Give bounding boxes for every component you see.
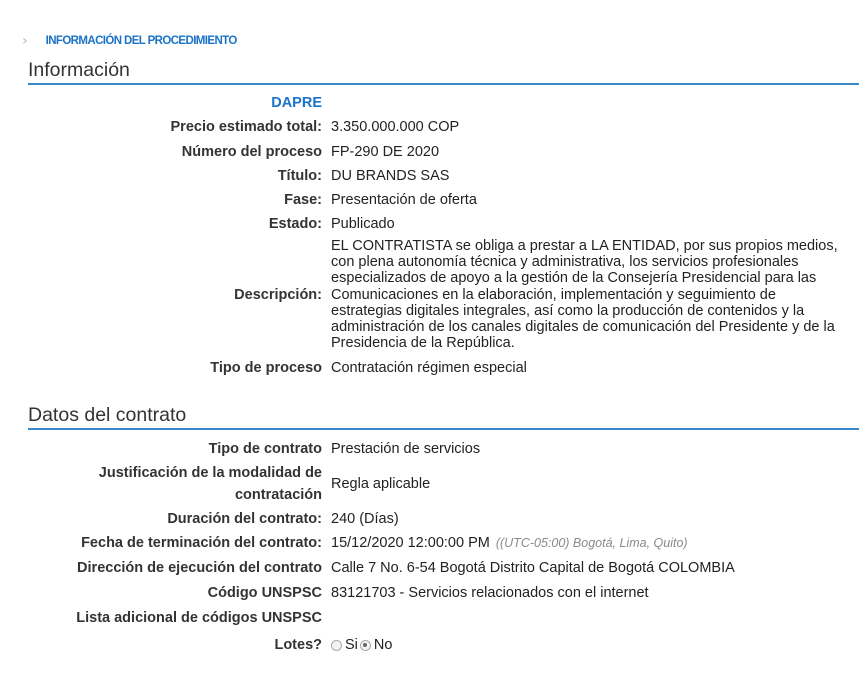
field-value: DU BRANDS SAS — [331, 168, 450, 184]
field-fecha-terminacion — [0, 535, 859, 551]
justificacion-label-text: Justificación de la modalidad de contratación — [98, 465, 322, 503]
field-value: Regla aplicable — [331, 476, 431, 492]
field-label: Precio estimado total: — [170, 119, 322, 135]
field-label: Dirección de ejecución del contrato — [77, 560, 322, 576]
field-value: Presentación de oferta — [331, 192, 477, 208]
section-title-informacion: Información — [28, 59, 130, 81]
field-unspsc — [0, 585, 859, 601]
section-divider — [28, 83, 859, 85]
entity-name: DAPRE — [271, 95, 322, 111]
field-value: EL CONTRATISTA se obliga a prestar a LA ENTIDAD, por sus propios medios, con plena autonomía técnica y administrativa, los servicios profesionales especializados de apoyo a la gestión de la Consejería Presidencial para las Comunicaciones en la elaboración, implementación y seguimiento de estrategias digitales integrales, así como la producción de contenidos y la administración de los canales digitales de comunicación del Presidente y de la Presidencia de la República. — [331, 238, 838, 352]
field-value: Contratación régimen especial — [331, 360, 527, 376]
field-estado — [0, 216, 859, 232]
lotes-no-label[interactable]: No — [373, 637, 393, 653]
field-duracion — [0, 511, 859, 527]
lotes-si-label[interactable]: Si — [345, 637, 358, 653]
field-label: Tipo de contrato — [208, 441, 322, 457]
field-titulo — [0, 168, 859, 184]
lotes-si-radio[interactable] — [331, 640, 342, 651]
breadcrumb — [22, 35, 237, 47]
lotes-no-radio[interactable] — [360, 640, 371, 651]
field-descripcion — [0, 238, 859, 351]
field-fase — [0, 192, 859, 208]
section-title-datos-contrato: Datos del contrato — [28, 404, 187, 426]
field-value: Calle 7 No. 6-54 Bogotá Distrito Capital de Bogotá COLOMBIA — [331, 560, 735, 576]
field-label: Tipo de proceso — [210, 360, 322, 376]
field-value: 240 (Días) — [331, 511, 399, 527]
field-label: Fecha de terminación del contrato: — [81, 535, 322, 551]
field-value: Publicado — [331, 216, 395, 232]
entity-row — [0, 95, 859, 111]
field-label: Lista adicional de códigos UNSPSC — [76, 610, 322, 626]
field-value: 83121703 - Servicios relacionados con el internet — [331, 585, 649, 601]
field-label: Número del proceso — [181, 144, 322, 160]
field-justificacion — [0, 462, 859, 506]
field-tipo-contrato — [0, 441, 859, 457]
field-value: FP-290 DE 2020 — [331, 144, 440, 160]
field-label: Descripción: — [234, 286, 322, 303]
field-lotes — [0, 637, 859, 653]
field-tipo-proceso — [0, 360, 859, 376]
field-label: Título: — [277, 168, 322, 184]
field-label: Código UNSPSC — [207, 585, 322, 601]
field-label — [0, 462, 322, 506]
section-divider — [28, 428, 859, 430]
field-label: Lotes? — [274, 637, 322, 653]
field-label: Fase: — [284, 192, 322, 208]
field-precio — [0, 119, 859, 135]
breadcrumb-label[interactable]: INFORMACIÓN DEL PROCEDIMIENTO — [45, 35, 237, 47]
field-lista-unspsc — [0, 610, 859, 626]
timezone-note: ((UTC-05:00) Bogotá, Lima, Quito) — [495, 536, 688, 550]
field-direccion — [0, 560, 859, 576]
field-value: 3.350.000.000 COP — [331, 119, 460, 135]
field-label: Duración del contrato: — [167, 511, 322, 527]
field-label: Estado: — [268, 216, 322, 232]
field-value: 15/12/2020 12:00:00 PM — [331, 535, 490, 551]
lotes-radio-group — [331, 637, 394, 653]
field-numero-proceso — [0, 144, 859, 160]
chevron-right-icon: › — [22, 33, 28, 49]
field-value: Prestación de servicios — [331, 441, 481, 457]
